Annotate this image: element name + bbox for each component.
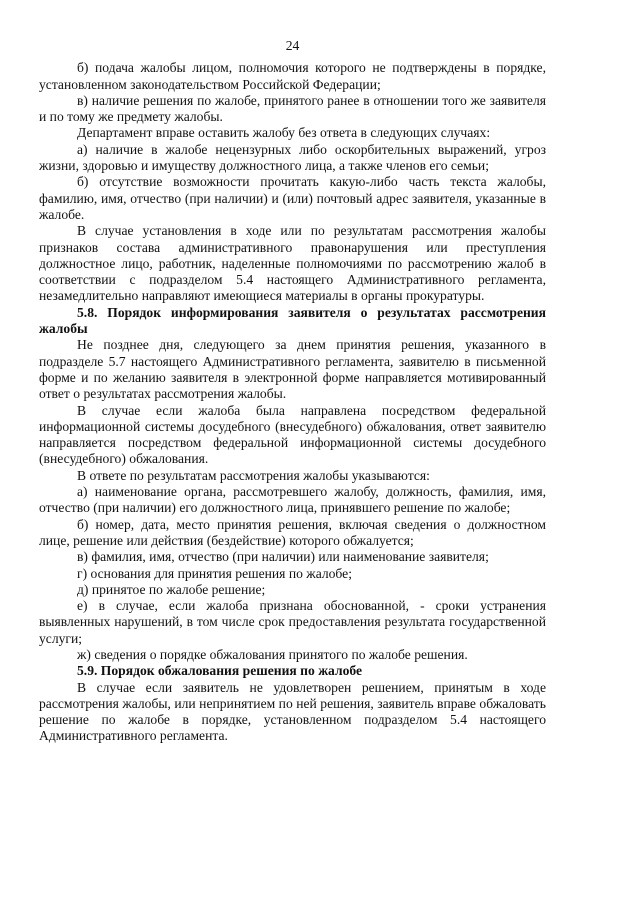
paragraph: В случае если заявитель не удовлетворен решением, принятым в ходе рассмотрения жалобы, или непринятием по ней решения, заявитель вправе обжаловать решение по жалобе в порядке, установленном подразделом 5.4 настоящего Административного регламента.: [39, 679, 546, 744]
list-item: а) наименование органа, рассмотревшего жалобу, должность, фамилия, имя, отчество (при наличии) его должностного лица, принявшего решение по жалобе;: [39, 484, 546, 516]
paragraph: В случае установления в ходе или по результатам рассмотрения жалобы признаков состава административного правонарушения или преступления должностное лицо, работник, наделенные полномочиями по рассмотрению жалоб в соответствии с подразделом 5.4 настоящего Административного регламента, незамедлительно направляют имеющиеся материалы в органы прокуратуры.: [39, 223, 546, 304]
paragraph: Не позднее дня, следующего за днем принятия решения, указанного в подразделе 5.7 настоящего Административного регламента, заявителю в письменной форме и по желанию заявителя в электронной форме направляется мотивированный ответ о результатах рассмотрения жалобы.: [39, 337, 546, 402]
list-item: д) принятое по жалобе решение;: [77, 581, 266, 597]
list-item: в) фамилия, имя, отчество (при наличии) или наименование заявителя;: [77, 549, 489, 565]
paragraph: В случае если жалоба была направлена посредством федеральной информационной системы досудебного (внесудебного) обжалования, ответ заявителю направляется посредством федеральной информационной системы досудебного (внесудебного) обжалования.: [39, 402, 546, 467]
paragraph: б) подача жалобы лицом, полномочия которого не подтверждены в порядке, установленном законодательством Российской Федерации;: [39, 60, 546, 92]
section-heading-5-9: 5.9. Порядок обжалования решения по жалобе: [77, 663, 363, 679]
paragraph: Департамент вправе оставить жалобу без ответа в следующих случаях:: [77, 125, 491, 141]
document-page: [39, 38, 546, 745]
paragraph: в) наличие решения по жалобе, принятого ранее в отношении того же заявителя и по тому же предмету жалобы.: [39, 92, 546, 125]
list-item: е) в случае, если жалоба признана обоснованной, - сроки устранения выявленных нарушений, в том числе срок предоставления результата государственной услуги;: [39, 598, 546, 646]
list-item: б) номер, дата, место принятия решения, включая сведения о должностном лице, решение или действия (бездействие) которого обжалуется;: [39, 516, 546, 548]
page-number: 24: [285, 38, 300, 53]
list-item: г) основания для принятия решения по жалобе;: [77, 565, 352, 581]
document-body: [39, 60, 546, 744]
paragraph: В ответе по результатам рассмотрения жалобы указываются:: [77, 467, 430, 483]
list-item: ж) сведения о порядке обжалования принятого по жалобе решения.: [77, 646, 468, 662]
paragraph: б) отсутствие возможности прочитать какую-либо часть текста жалобы, фамилию, имя, отчество (при наличии) и (или) почтовый адрес заявителя, указанные в жалобе.: [39, 174, 546, 222]
section-heading-5-8: 5.8. Порядок информирования заявителя о результатах рассмотрения жалобы: [39, 304, 546, 337]
paragraph: а) наличие в жалобе нецензурных либо оскорбительных выражений, угроз жизни, здоровью и имуществу должностного лица, а также членов его семьи;: [39, 141, 546, 174]
